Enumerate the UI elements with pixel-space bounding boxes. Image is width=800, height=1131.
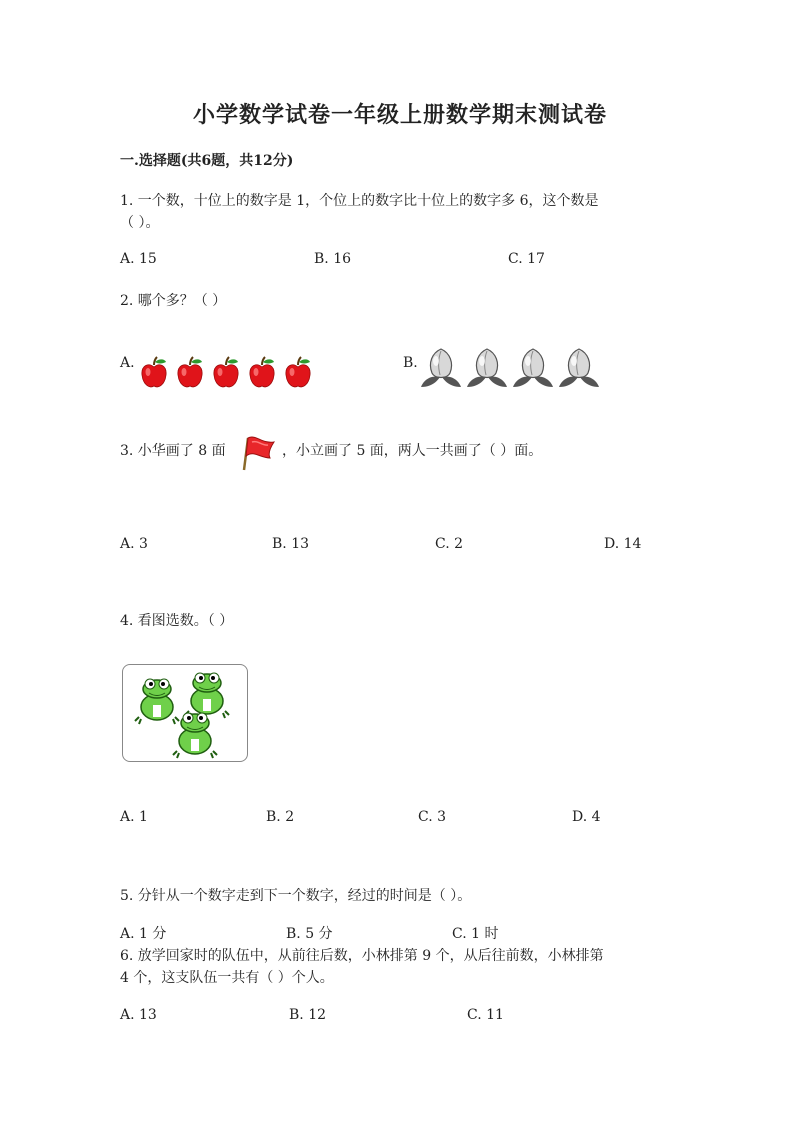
q4-option-b: B. 2	[266, 809, 295, 825]
frog-icon	[171, 709, 219, 759]
question-2-text: 2. 哪个多？（ ）	[120, 293, 227, 309]
q5-option-c: C. 1 时	[452, 926, 499, 942]
q6-option-c: C. 11	[467, 1007, 504, 1023]
question-5-text: 5. 分针从一个数字走到下一个数字，经过的时间是（ ）。	[120, 888, 472, 904]
question-4-text: 4. 看图选数。（ ）	[120, 613, 234, 629]
q1-option-a: A. 15	[120, 251, 157, 267]
section-heading: 一.选择题(共6题，共12分)	[120, 153, 294, 169]
peach-icon	[420, 345, 462, 389]
question-3-part-1: 3. 小华画了 8 面	[120, 443, 226, 459]
red-flag-icon	[240, 432, 280, 472]
page-title: 小学数学试卷一年级上册数学期末测试卷	[192, 102, 607, 128]
q3-option-c: C. 2	[435, 536, 464, 552]
q5-option-a: A. 1 分	[120, 926, 167, 942]
question-3-part-2: ，小立画了 5 面，两人一共画了（ ）面。	[282, 443, 543, 459]
apple-icon	[140, 356, 168, 390]
apple-icon	[212, 356, 240, 390]
q4-option-c: C. 3	[418, 809, 447, 825]
question-1-line-2: （ ）。	[120, 215, 160, 231]
frog-picture-box	[122, 664, 248, 762]
q6-option-b: B. 12	[289, 1007, 327, 1023]
q3-option-d: D. 14	[604, 536, 642, 552]
q5-option-b: B. 5 分	[286, 926, 333, 942]
question-6-line-1: 6. 放学回家时的队伍中，从前往后数，小林排第 9 个，从后往前数，小林排第	[120, 948, 604, 964]
q2-option-b: B.	[403, 355, 418, 371]
q3-option-a: A. 3	[120, 536, 148, 552]
peach-icon	[466, 345, 508, 389]
question-6-line-2: 4 个，这支队伍一共有（ ）个人。	[120, 970, 334, 986]
q4-option-a: A. 1	[120, 809, 148, 825]
apple-icon	[284, 356, 312, 390]
q6-option-a: A. 13	[120, 1007, 157, 1023]
q4-option-d: D. 4	[572, 809, 601, 825]
peach-icon	[512, 345, 554, 389]
peach-icon	[558, 345, 600, 389]
q2-option-a: A.	[120, 355, 135, 371]
q1-option-b: B. 16	[314, 251, 352, 267]
apple-icon	[248, 356, 276, 390]
q3-option-b: B. 13	[272, 536, 310, 552]
apple-icon	[176, 356, 204, 390]
q1-option-c: C. 17	[508, 251, 545, 267]
question-1-line-1: 1. 一个数，十位上的数字是 1，个位上的数字比十位上的数字多 6，这个数是	[120, 193, 599, 209]
